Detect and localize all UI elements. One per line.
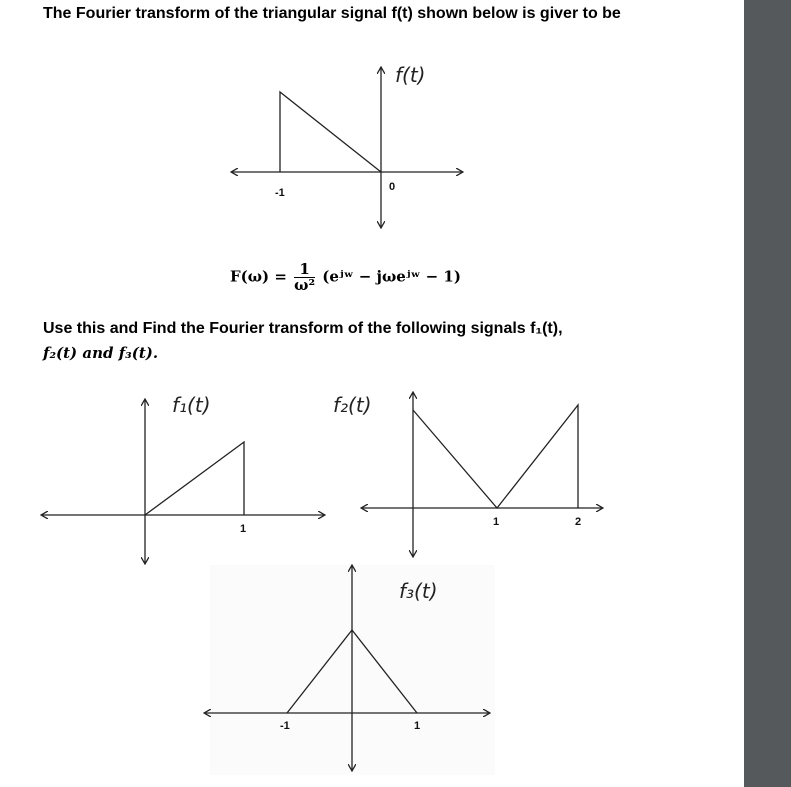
f3-tick-minus-1: -1: [280, 720, 290, 732]
f-signal: [280, 92, 381, 172]
f2-tick-2: 2: [575, 516, 582, 528]
scrollbar-track[interactable]: [744, 0, 791, 787]
f-label: f(t): [395, 63, 426, 87]
formula-numerator: 1: [294, 262, 315, 278]
instruction-line-1: Use this and Find the Fourier transform of the following signals f₁(t),: [43, 320, 563, 337]
f1-label: f₁(t): [172, 393, 211, 417]
graph-f: [232, 63, 462, 227]
f2-tick-1: 1: [493, 516, 500, 528]
f1-tick-1: 1: [240, 523, 247, 535]
f3-tick-1: 1: [414, 720, 421, 732]
graph-f3: [205, 566, 489, 770]
f3-label: f₃(t): [399, 579, 438, 603]
graph-f2: [333, 393, 602, 556]
f-tick-0: 0: [389, 181, 396, 193]
f2-signal: [413, 405, 578, 508]
formula-rhs: (eʲʷ − jωeʲʷ − 1): [322, 267, 461, 286]
f-tick-minus-1: -1: [275, 187, 285, 199]
formula-lhs: F(ω) =: [230, 267, 287, 286]
question-text: The Fourier transform of the triangular signal f(t) shown below is giver to be: [43, 5, 621, 22]
instruction-line-2: f₂(t) and f₃(t).: [43, 344, 159, 362]
graph-f1: [42, 393, 324, 563]
f1-signal: [145, 442, 244, 515]
formula-denominator: ω²: [294, 276, 316, 294]
f2-label: f₂(t): [333, 393, 372, 417]
